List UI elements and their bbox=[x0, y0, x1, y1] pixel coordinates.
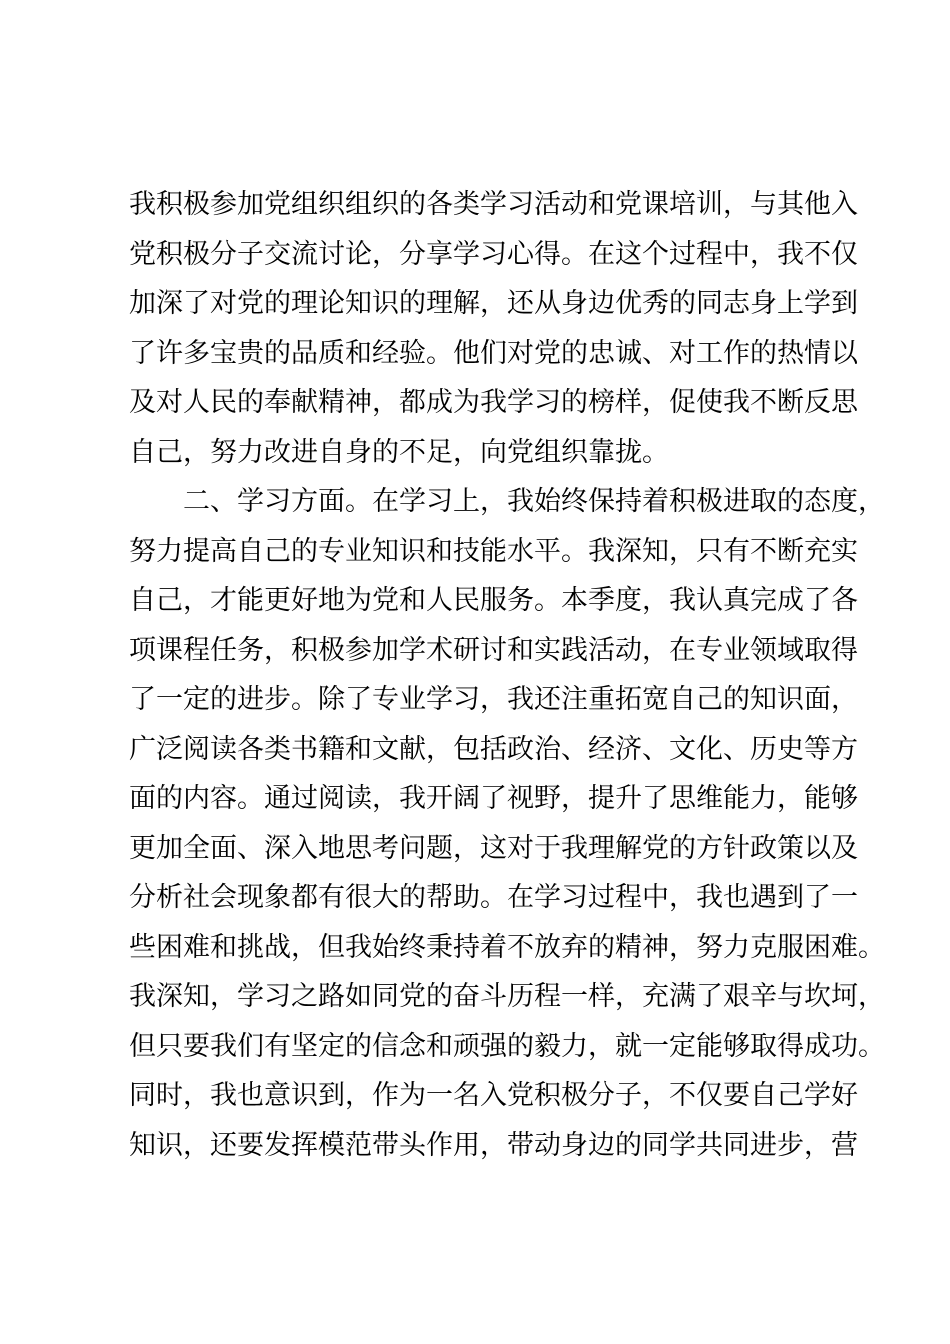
text-line: 知识，还要发挥模范带头作用，带动身边的同学共同进步，营 bbox=[129, 1129, 858, 1161]
text-line: 及对人民的奉献精神，都成为我学习的榜样，促使我不断反思 bbox=[129, 387, 858, 418]
text-line: 但只要我们有坚定的信念和顽强的毅力，就一定能够取得成功。 bbox=[129, 1030, 885, 1062]
text-line: 面的内容。通过阅读，我开阔了视野，提升了思维能力，能够 bbox=[129, 783, 858, 814]
text-line: 党积极分子交流讨论，分享学习心得。在这个过程中，我不仅 bbox=[129, 238, 858, 270]
text-line: 自己，才能更好地为党和人民服务。本季度，我认真完成了各 bbox=[129, 585, 858, 616]
text-line: 项课程任务，积极参加学术研讨和实践活动，在专业领域取得 bbox=[129, 634, 858, 666]
text-line: 分析社会现象都有很大的帮助。在学习过程中，我也遇到了一 bbox=[129, 882, 858, 913]
text-line: 我深知，学习之路如同党的奋斗历程一样，充满了艰辛与坎坷， bbox=[129, 981, 885, 1012]
text-line: 我积极参加党组织组织的各类学习活动和党课培训，与其他入 bbox=[129, 189, 858, 220]
text-line: 同时，我也意识到，作为一名入党积极分子，不仅要自己学好 bbox=[129, 1080, 858, 1111]
text-line: 了一定的进步。除了专业学习，我还注重拓宽自己的知识面， bbox=[129, 684, 858, 715]
text-line: 加深了对党的理论知识的理解，还从身边优秀的同志身上学到 bbox=[129, 288, 858, 319]
text-line: 广泛阅读各类书籍和文献，包括政治、经济、文化、历史等方 bbox=[129, 733, 858, 765]
body-text bbox=[129, 180, 885, 1170]
section-heading-line: 二、学习方面。在学习上，我始终保持着积极进取的态度， bbox=[183, 486, 885, 517]
text-line: 自己，努力改进自身的不足，向党组织靠拢。 bbox=[129, 436, 669, 468]
text-line: 更加全面、深入地思考问题，这对于我理解党的方针政策以及 bbox=[129, 832, 858, 864]
text-line: 些困难和挑战，但我始终秉持着不放弃的精神，努力克服困难。 bbox=[129, 931, 885, 963]
text-line: 了许多宝贵的品质和经验。他们对党的忠诚、对工作的热情以 bbox=[129, 337, 858, 369]
text-line: 努力提高自己的专业知识和技能水平。我深知，只有不断充实 bbox=[129, 535, 858, 567]
